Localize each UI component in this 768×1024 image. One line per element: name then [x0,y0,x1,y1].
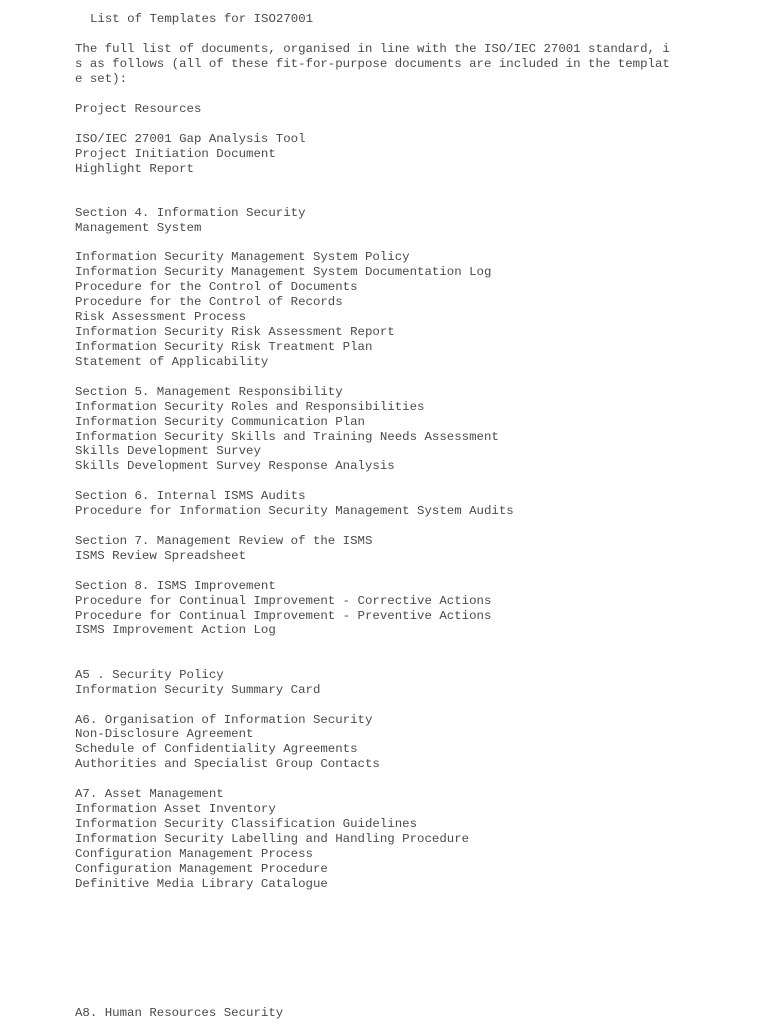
intro-line: s as follows (all of these fit-for-purpose documents are included in the templat [75,57,670,71]
list-item: Configuration Management Process [75,847,313,861]
list-item: Information Security Management System Policy [75,250,410,264]
list-item: Authorities and Specialist Group Contacts [75,757,380,771]
list-item: Information Security Summary Card [75,683,321,697]
section-heading-section-7: Section 7. Management Review of the ISMS [75,534,373,548]
section-heading-a8: A8. Human Resources Security [75,1006,284,1020]
list-item: Procedure for Information Security Management System Audits [75,504,514,518]
intro-line: e set): [75,72,128,86]
list-item: Project Initiation Document [75,147,276,161]
section-heading-section-4: Section 4. Information Security [75,206,306,220]
section-heading-section-4-cont: Management System [75,221,202,235]
list-item: Procedure for the Control of Documents [75,280,358,294]
list-item: Information Security Classification Guidelines [75,817,418,831]
list-item: Statement of Applicability [75,355,269,369]
list-item: ISO/IEC 27001 Gap Analysis Tool [75,132,306,146]
section-heading-project-resources: Project Resources [75,102,202,116]
list-item: Definitive Media Library Catalogue [75,877,328,891]
list-item: Skills Development Survey [75,444,261,458]
list-item: Information Security Risk Assessment Report [75,325,395,339]
section-heading-section-5: Section 5. Management Responsibility [75,385,343,399]
section-heading-a6: A6. Organisation of Information Security [75,713,373,727]
list-item: Information Security Skills and Training Needs Assessment [75,430,499,444]
list-item: Information Asset Inventory [75,802,276,816]
section-heading-a5: A5 . Security Policy [75,668,224,682]
section-heading-section-6: Section 6. Internal ISMS Audits [75,489,306,503]
list-item: ISMS Improvement Action Log [75,623,276,637]
intro-line: The full list of documents, organised in line with the ISO/IEC 27001 standard, i [75,42,670,56]
list-item: Information Security Roles and Responsibilities [75,400,425,414]
list-item: Skills Development Survey Response Analysis [75,459,395,473]
page-title: List of Templates for ISO27001 [90,12,314,26]
list-item: Highlight Report [75,162,194,176]
section-heading-section-8: Section 8. ISMS Improvement [75,579,276,593]
section-heading-a7: A7. Asset Management [75,787,224,801]
list-item: Procedure for Continual Improvement - Corrective Actions [75,594,492,608]
list-item: Schedule of Confidentiality Agreements [75,742,358,756]
list-item: ISMS Review Spreadsheet [75,549,247,563]
list-item: Procedure for Continual Improvement - Preventive Actions [75,609,492,623]
list-item: Non-Disclosure Agreement [75,727,254,741]
list-item: Information Security Communication Plan [75,415,365,429]
list-item: Risk Assessment Process [75,310,247,324]
list-item: Procedure for the Control of Records [75,295,343,309]
list-item: Configuration Management Procedure [75,862,328,876]
list-item: Information Security Labelling and Handling Procedure [75,832,470,846]
list-item: Information Security Management System Documentation Log [75,265,492,279]
list-item: Information Security Risk Treatment Plan [75,340,373,354]
